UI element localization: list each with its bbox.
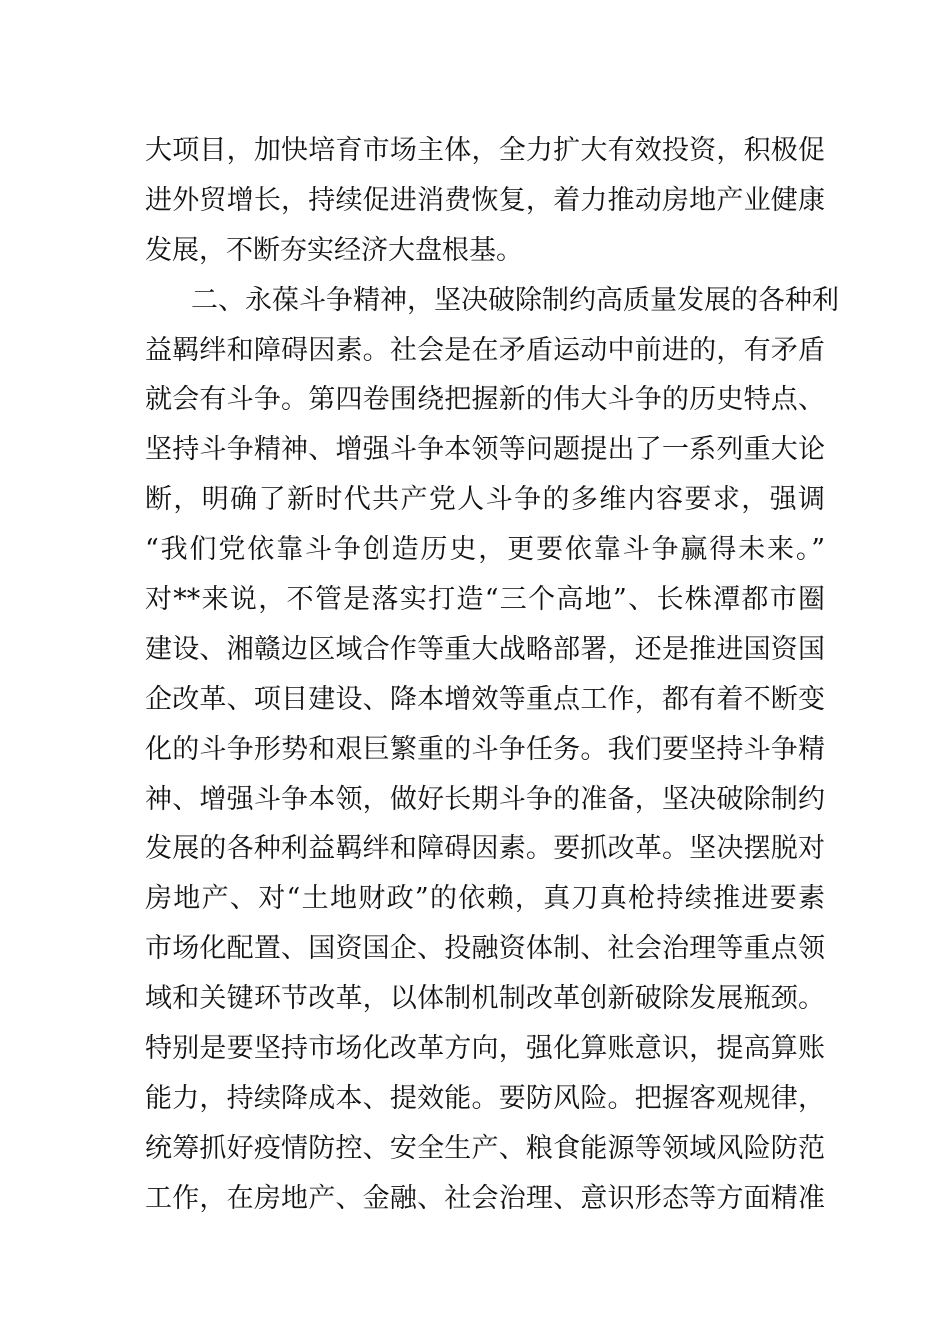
text-line: 企改革、项目建设、降本增效等重点工作，都有着不断变 [145,683,825,715]
text-line: 发展，不断夯实经济大盘根基。 [145,234,523,266]
text-line: 发展的各种利益羁绊和障碍因素。要抓改革。坚决摆脱对 [145,833,825,865]
text-line: 对**来说，不管是落实打造“三个高地”、长株潭都市圈 [145,584,825,616]
text-line: 坚持斗争精神、增强斗争本领等问题提出了一系列重大论 [145,434,825,466]
text-line: 特别是要坚持市场化改革方向，强化算账意识，提高算账 [145,1033,825,1065]
text-line: 工作，在房地产、金融、社会治理、意识形态等方面精准 [145,1182,825,1214]
text-line: 益羁绊和障碍因素。社会是在矛盾运动中前进的，有矛盾 [145,334,825,366]
text-line: 就会有斗争。第四卷围绕把握新的伟大斗争的历史特点、 [145,384,825,416]
text-line: 域和关键环节改革，以体制机制改革创新破除发展瓶颈。 [145,983,825,1015]
section-heading-line: 二、永葆斗争精神，坚决破除制约高质量发展的各种利 [191,284,839,316]
text-line: 大项目，加快培育市场主体，全力扩大有效投资，积极促 [145,135,825,166]
text-line: 进外贸增长，持续促进消费恢复，着力推动房地产业健康 [145,184,825,216]
text-line: “我们党依靠斗争创造历史，更要依靠斗争赢得未来。” [145,534,825,566]
text-line: 市场化配置、国资国企、投融资体制、社会治理等重点领 [145,933,825,965]
text-line: 化的斗争形势和艰巨繁重的斗争任务。我们要坚持斗争精 [145,733,825,765]
text-line: 能力，持续降成本、提效能。要防风险。把握客观规律， [145,1082,825,1114]
text-line: 建设、湘赣边区域合作等重大战略部署，还是推进国资国 [145,633,825,665]
text-line: 神、增强斗争本领，做好长期斗争的准备，坚决破除制约 [145,783,825,815]
body-text [145,126,839,1224]
text-line: 断，明确了新时代共产党人斗争的多维内容要求，强调 [145,484,825,516]
text-line: 房地产、对“土地财政”的依赖，真刀真枪持续推进要素 [145,883,825,915]
text-line: 统筹抓好疫情防控、安全生产、粮食能源等领域风险防范 [145,1132,825,1164]
